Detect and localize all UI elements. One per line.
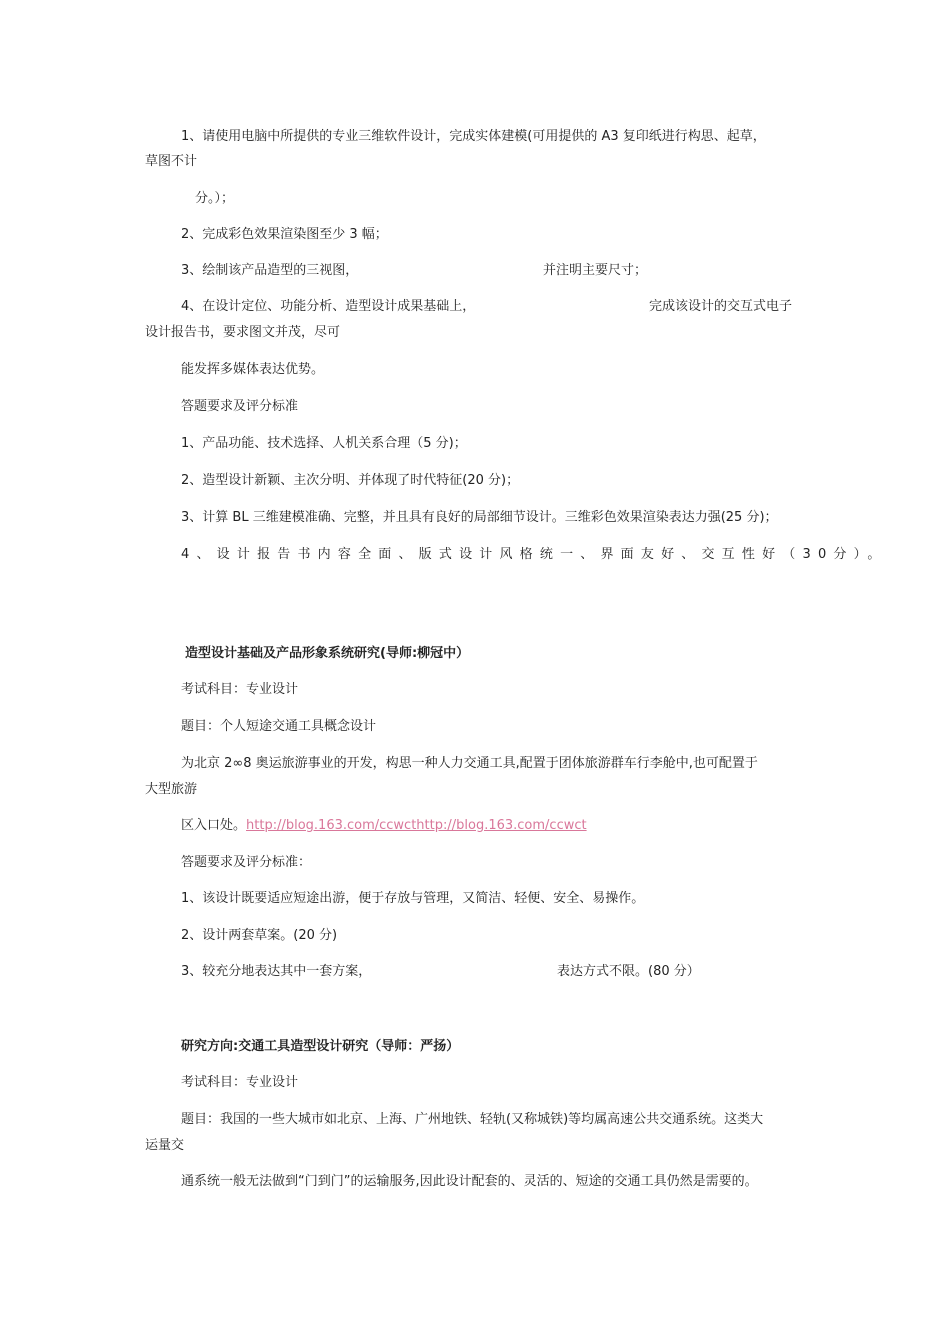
section-2-topic: 题目：个人短途交通工具概念设计 <box>181 719 377 734</box>
section-2-criterion-2: 2、设计两套草案。(20 分) <box>181 928 338 943</box>
section-3-title: 研究方向:交通工具造型设计研究（导师：严扬） <box>181 1039 460 1054</box>
section-3-topic-line-3: 通系统一般无法做到“门到门”的运输服务,因此设计配套的、灵活的、短途的交通工具仍然是需要的。 <box>181 1174 758 1189</box>
desc-prefix: 区入口处。 <box>181 818 247 833</box>
req-4-line-2: 设计报告书，要求图文并茂，尽可 <box>145 325 341 340</box>
section-2-criterion-1: 1、该设计既要适应短途出游，便于存放与管理，又简洁、轻便、安全、易操作。 <box>181 891 645 906</box>
section-2-criterion-3-part-2: 表达方式不限。(80 分） <box>557 964 700 979</box>
req-3-part-1: 3、绘制该产品造型的三视图， <box>181 263 359 278</box>
section-2-title: 造型设计基础及产品形象系统研究(导师:柳冠中） <box>185 646 470 661</box>
req-1-line-3: 分。）； <box>195 191 235 206</box>
blog-link[interactable]: http://blog.163.com/ccwcthttp://blog.163.com/ccwct <box>246 818 587 833</box>
criterion-2: 2、造型设计新颖、主次分明、并体现了时代特征(20 分)； <box>181 473 520 488</box>
section-2-desc-line-2: 大型旅游 <box>145 782 198 797</box>
section-2-desc-line-1: 为北京 2∞8 奥运旅游事业的开发，构思一种人力交通工具,配置于团体旅游群车行李舱中,也可配置于 <box>181 756 758 771</box>
req-2: 2、完成彩色效果渲染图至少 3 幅； <box>181 227 388 242</box>
section-2-desc-line-3 <box>181 817 587 835</box>
section-3-subject: 考试科目：专业设计 <box>181 1075 299 1090</box>
req-4-part-2: 完成该设计的交互式电子 <box>649 299 793 314</box>
criterion-1: 1、产品功能、技术选择、人机关系合理（5 分)； <box>181 436 467 451</box>
criterion-3: 3、计算 BL 三维建模准确、完整，并且具有良好的局部细节设计。三维彩色效果渲染表达力强(25 分)； <box>181 510 778 525</box>
section-2-criterion-3-part-1: 3、较充分地表达其中一套方案， <box>181 964 372 979</box>
criteria-heading: 答题要求及评分标准 <box>181 399 299 414</box>
req-3-part-2: 并注明主要尺寸； <box>543 263 648 278</box>
req-1-line-2: 草图不计 <box>145 154 198 169</box>
section-2-criteria-heading: 答题要求及评分标准： <box>181 855 312 870</box>
criterion-4: 4、设计报告书内容全面、版式设计风格统一、界面友好、交互性好（30分）。 <box>181 547 888 562</box>
req-4-line-3: 能发挥多媒体表达优势。 <box>181 362 325 377</box>
section-3-topic-line-1: 题目：我国的一些大城市如北京、上海、广州地铁、轻轨(又称城铁)等均属高速公共交通系统。这类大 <box>181 1112 764 1127</box>
section-3-topic-line-2: 运量交 <box>145 1138 185 1153</box>
req-1-line-1: 1、请使用电脑中所提供的专业三维软件设计，完成实体建模(可用提供的 A3 复印纸进行构思、起草， <box>181 129 766 144</box>
req-4-part-1: 4、在设计定位、功能分析、造型设计成果基础上， <box>181 299 476 314</box>
section-2-subject: 考试科目：专业设计 <box>181 682 299 697</box>
